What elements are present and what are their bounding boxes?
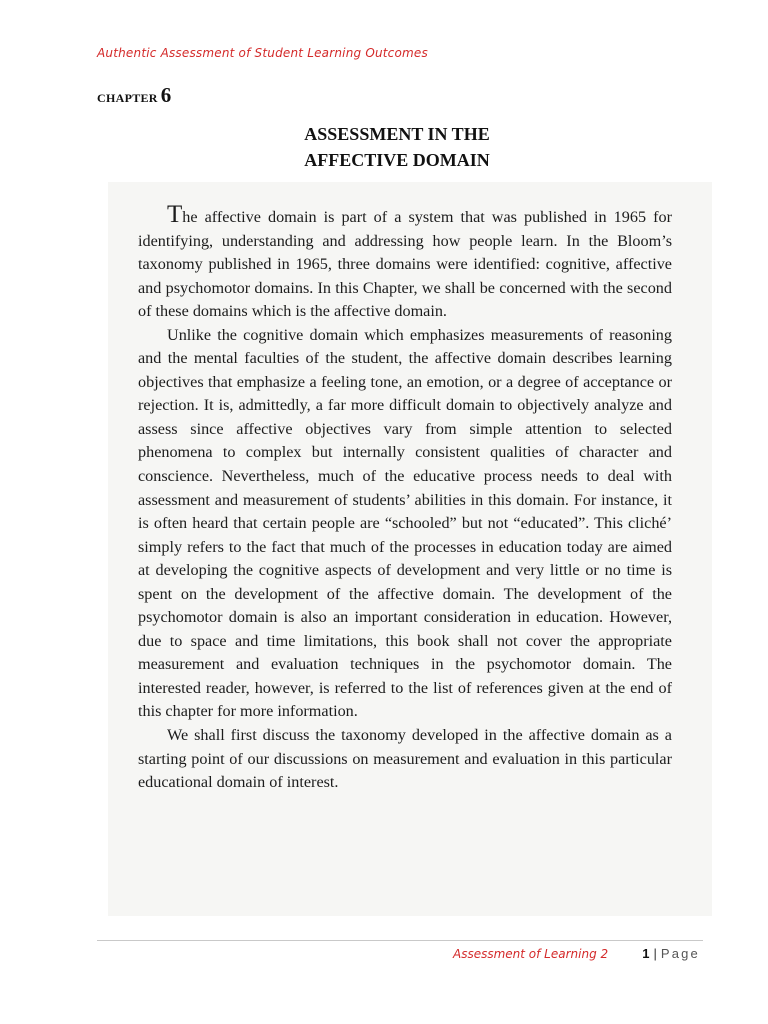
title-line-1: ASSESSMENT IN THE [304,124,490,144]
footer-divider [97,940,703,941]
paragraph-2: Unlike the cognitive domain which emphasizes measurements of reasoning and the mental faculties of the student, the affective domain describes learning objectives that emphasize a feeling tone, an emotion, or a degree of acceptance or rejection. It is, admittedly, a far more difficult domain to objectively analyze and assess since affective objectives vary from simple attention to selected phenomena to complex but internally consistent qualities of character and conscience. Nevertheless, much of the educative process needs to deal with assessment and measurement of students’ abilities in this domain. For instance, it is often heard that certain people are “schooled” but not “educated”. This cliché’ simply refers to the fact that much of the processes in education today are aimed at developing the cognitive aspects of development and very little or no time is spent on the development of the affective domain. The development of the psychomotor domain is also an important consideration in education. However, due to space and time limitations, this book shall not cover the appropriate measurement and evaluation techniques in the psychomotor domain. The interested reader, however, is referred to the list of references given at the end of this chapter for more information. [138,325,672,721]
paragraph-3: We shall first discuss the taxonomy developed in the affective domain as a starting point of our discussions on measurement and evaluation in this particular educational domain of interest. [138,726,672,792]
page-footer [97,946,703,964]
paragraph-1-text: he affective domain is part of a system that was published in 1965 for identifying, understanding and addressing how people learn. In the Bloom’s taxonomy published in 1965, three domains were identified: cognitive, affective and psychomotor domains. In this Chapter, we shall be concerned with the second of these domains which is the affective domain. [138,208,672,321]
running-header: Authentic Assessment of Student Learning Outcomes [97,46,428,60]
paragraph-1 [138,201,672,324]
footer-title: Assessment of Learning 2 [453,947,609,961]
page-indicator [642,946,700,961]
chapter-number: 6 [160,83,172,107]
page-separator: | [653,946,657,961]
body-text [138,201,672,795]
title-line-2: AFFECTIVE DOMAIN [304,150,490,170]
page-number: 1 [642,946,650,961]
chapter-label [97,83,172,108]
page-title [0,121,768,173]
chapter-word: CHAPTER [97,91,158,105]
page-word: Page [660,946,700,961]
drop-cap: T [167,201,183,228]
